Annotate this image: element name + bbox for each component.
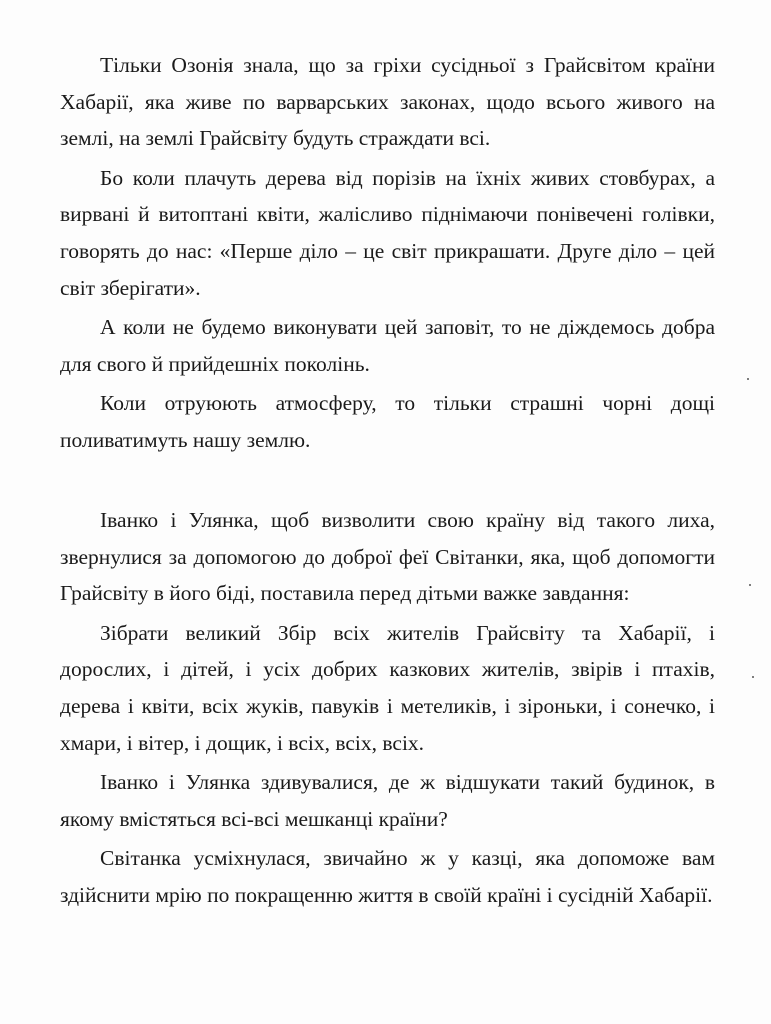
paragraph-testament: А коли не будемо виконувати цей заповіт, то не діждемось добра для свого й прийдешніх поколінь. — [60, 315, 715, 376]
scan-speck — [747, 378, 749, 380]
text-section-2 — [60, 502, 715, 917]
paragraph-dream: Світанка усміхнулася, звичайно ж у казці, яка допоможе вам здійснити мрію по покращенню життя в своїй країні і сусідній Хабарії. — [60, 846, 715, 907]
paragraph-black-rain: Коли отруюють атмосферу, то тільки страшні чорні дощі поливатимуть нашу землю. — [60, 391, 715, 452]
paragraph-house: Іванко і Улянка здивувалися, де ж відшукати такий будинок, в якому вмістяться всі-всі мешканці країни? — [60, 770, 715, 831]
scan-speck — [752, 676, 754, 678]
text-section-1 — [60, 47, 715, 462]
paragraph-ozoniia: Тільки Озонія знала, що за гріхи сусідньої з Грайсвітом країни Хабарії, яка живе по варварських законах, щодо всього живого на землі, на землі Грайсвіту будуть страждати всі. — [60, 53, 715, 151]
paragraph-trees: Бо коли плачуть дерева від порізів на їхніх живих стовбурах, а вирвані й витоптані квіти, жалісливо піднімаючи понівечені голівки, говорять до нас: «Перше діло – це світ прикрашати. Друге діло – цей світ зберігати». — [60, 165, 715, 300]
paragraph-fairy-svitanka: Іванко і Улянка, щоб визволити свою країну від такого лиха, звернулися за допомогою до доброї феї Світанки, яка, щоб допомогти Грайсвіту в його біді, поставила перед дітьми важке завдання: — [60, 508, 715, 606]
paragraph-gathering: Зібрати великий Збір всіх жителів Грайсвіту та Хабарії, і дорослих, і дітей, і усіх добрих казкових жителів, звірів і птахів, дерева і квіти, всіх жуків, павуків і метеликів, і зіроньки, і сонечко, і хмари, і вітер, і дощик, і всіх, всіх, всіх. — [60, 620, 715, 755]
scan-speck — [749, 584, 751, 586]
